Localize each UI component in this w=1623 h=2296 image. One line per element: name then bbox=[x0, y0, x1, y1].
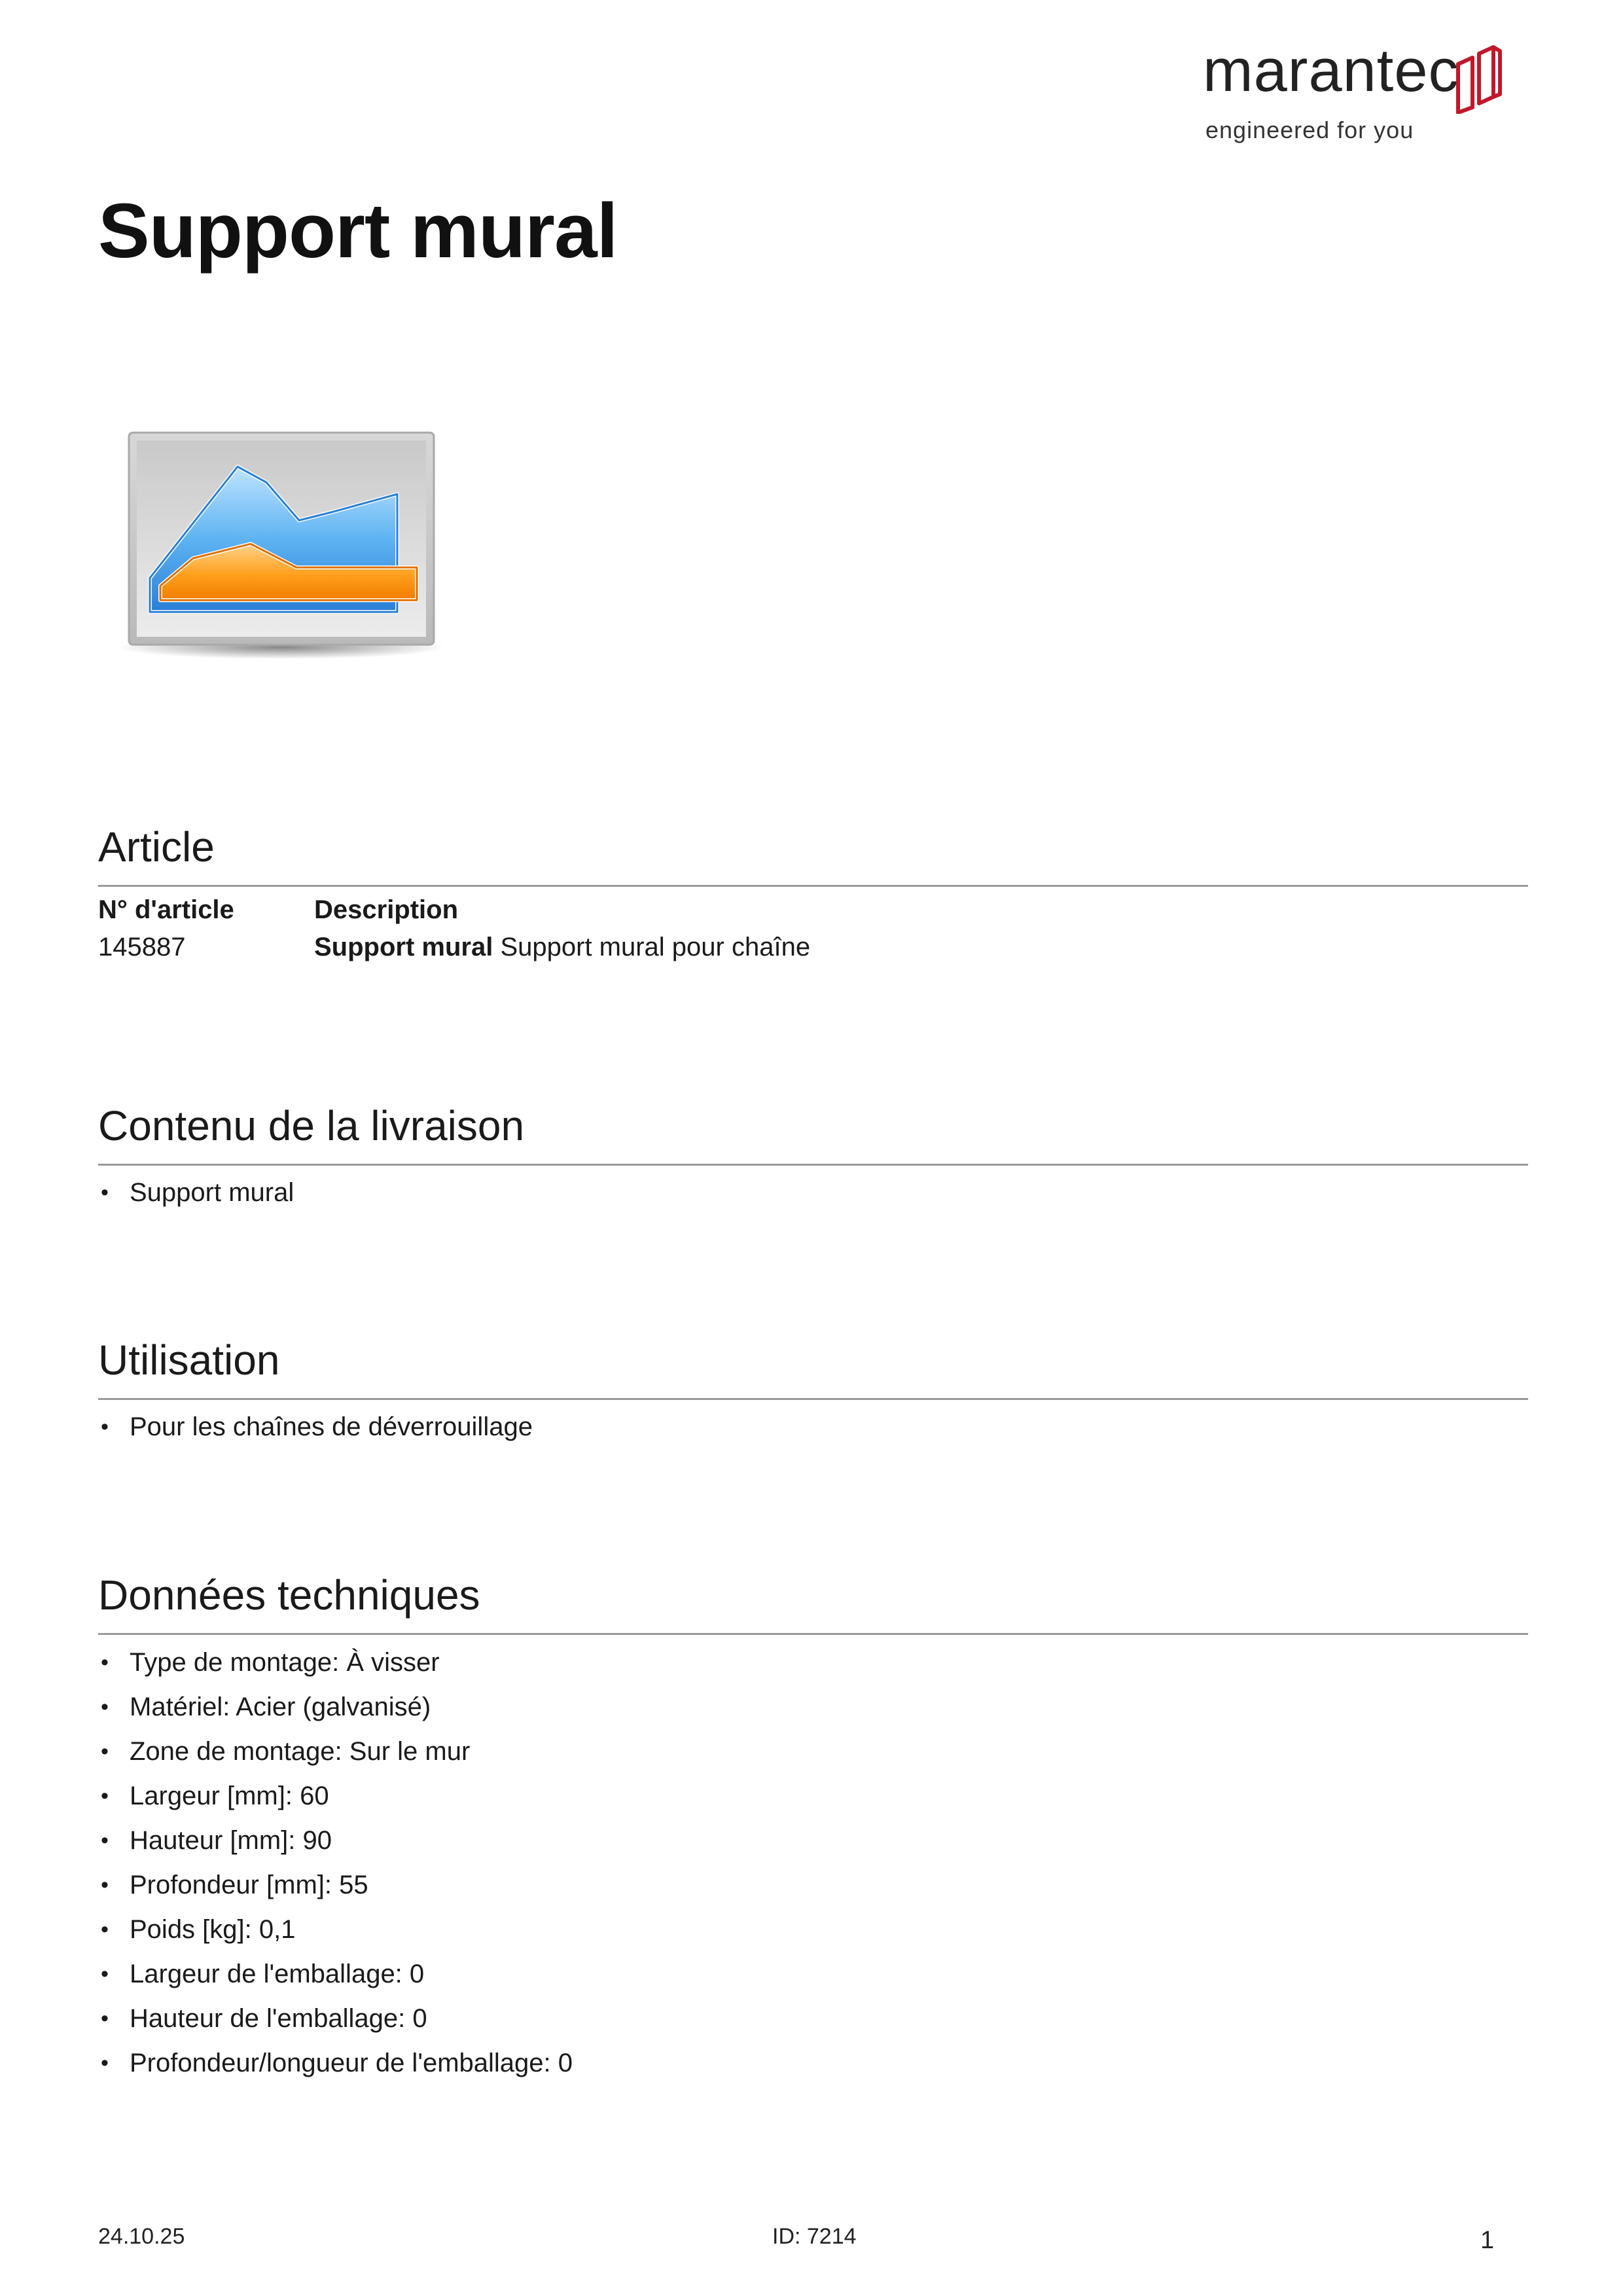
footer-id: ID: 7214 bbox=[772, 2224, 857, 2249]
article-description-label: Description bbox=[314, 895, 459, 924]
page-number: 1 bbox=[1480, 2227, 1495, 2254]
article-number-label: N° d'article bbox=[98, 895, 234, 924]
usage-list bbox=[98, 1405, 533, 1449]
article-description-value bbox=[314, 933, 810, 962]
list-item: • Matériel: Acier (galvanisé) bbox=[98, 1685, 573, 1729]
list-item: • Profondeur [mm]: 55 bbox=[98, 1863, 573, 1907]
list-item: • Hauteur de l'emballage: 0 bbox=[98, 1996, 573, 2041]
list-item: • Hauteur [mm]: 90 bbox=[98, 1818, 573, 1863]
article-number-column bbox=[98, 895, 234, 962]
list-item: • Largeur de l'emballage: 0 bbox=[98, 1952, 573, 1996]
list-item: • Type de montage: À visser bbox=[98, 1640, 573, 1685]
article-description-text: Support mural pour chaîne bbox=[493, 933, 811, 961]
brand-tagline: engineered for you bbox=[1205, 117, 1414, 143]
brand-logo bbox=[1203, 37, 1504, 145]
section-divider bbox=[98, 1398, 1528, 1400]
footer-date: 24.10.25 bbox=[98, 2224, 185, 2249]
article-number-value: 145887 bbox=[98, 933, 186, 961]
section-divider bbox=[98, 1633, 1528, 1635]
section-divider bbox=[98, 885, 1528, 887]
list-item: • Profondeur/longueur de l'emballage: 0 bbox=[98, 2041, 573, 2085]
article-section bbox=[98, 823, 1528, 887]
image-placeholder-icon bbox=[115, 429, 448, 664]
article-description-name: Support mural bbox=[314, 933, 493, 961]
page-title: Support mural bbox=[98, 188, 618, 274]
list-item: • Pour les chaînes de déverrouillage bbox=[98, 1405, 533, 1449]
delivery-list bbox=[98, 1170, 294, 1215]
tech-heading: Données techniques bbox=[98, 1571, 480, 1619]
list-item: • Largeur [mm]: 60 bbox=[98, 1774, 573, 1818]
marantec-door-mark-icon bbox=[1453, 45, 1504, 114]
delivery-heading: Contenu de la livraison bbox=[98, 1102, 525, 1149]
list-item: • Zone de montage: Sur le mur bbox=[98, 1729, 573, 1774]
article-heading: Article bbox=[98, 823, 215, 870]
list-item: • Support mural bbox=[98, 1170, 294, 1215]
brand-name: marantec bbox=[1203, 37, 1459, 104]
article-description-column bbox=[314, 895, 810, 962]
list-item: • Poids [kg]: 0,1 bbox=[98, 1907, 573, 1952]
tech-list bbox=[98, 1640, 573, 2085]
usage-section bbox=[98, 1336, 1528, 1400]
section-divider bbox=[98, 1164, 1528, 1166]
tech-section bbox=[98, 1571, 1528, 1635]
usage-heading: Utilisation bbox=[98, 1336, 280, 1384]
delivery-section bbox=[98, 1102, 1528, 1166]
